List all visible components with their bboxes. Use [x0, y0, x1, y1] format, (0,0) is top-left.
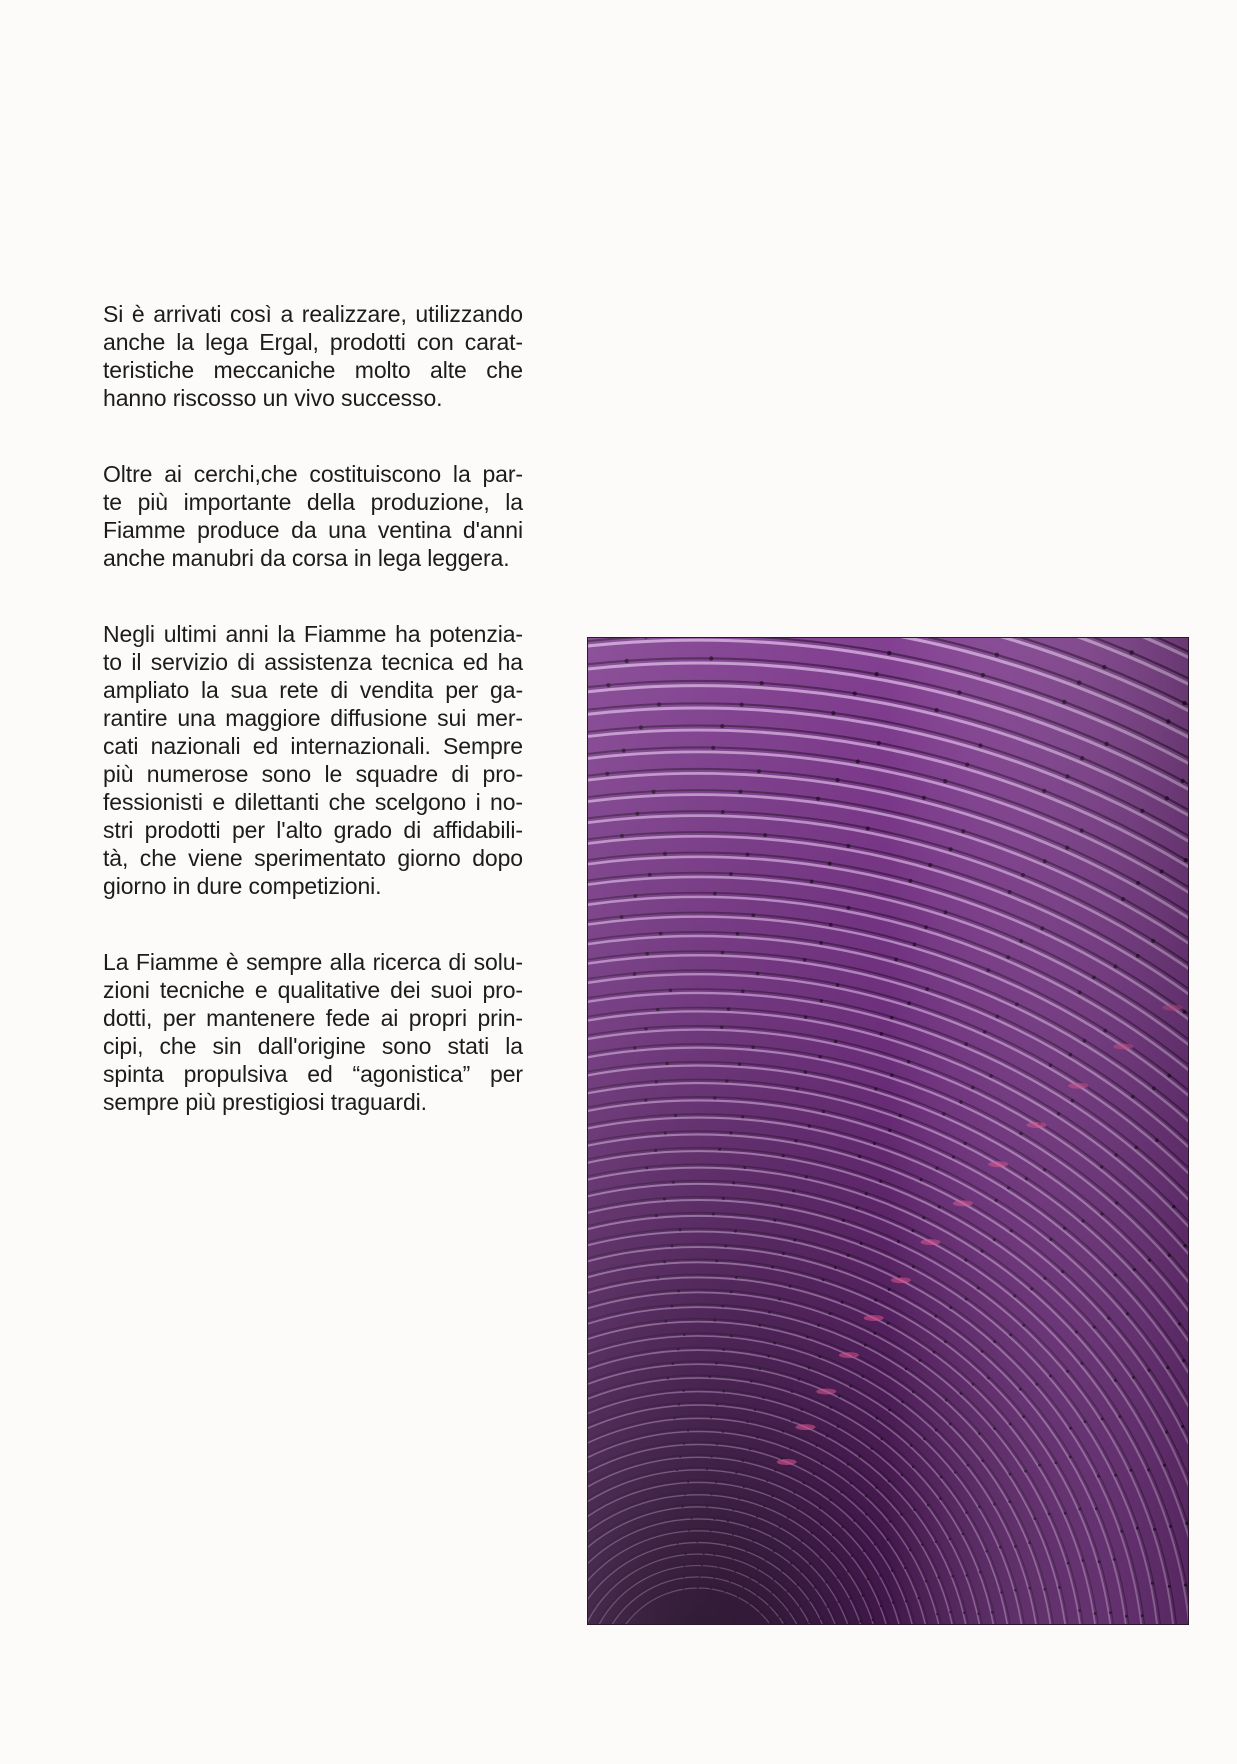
paragraph-4-line: spinta propulsiva ed “agonistica” per — [103, 1061, 523, 1087]
paragraph-1 — [103, 300, 523, 412]
paragraph-3-line: fessionisti e dilettanti che scelgono i no- — [103, 789, 523, 815]
paragraph-3-line: to il servizio di assistenza tecnica ed ha — [103, 649, 523, 675]
paragraph-4-line: dotti, per mantenere fede ai propri prin- — [103, 1005, 523, 1031]
paragraph-3-line: più numerose sono le squadre di pro- — [103, 761, 523, 787]
paragraph-2-line: Fiamme produce da una ventina d'anni — [103, 517, 523, 543]
paragraph-2-line: te più importante della produzione, la — [103, 489, 523, 515]
paragraph-3-line: cati nazionali ed internazionali. Sempre — [103, 733, 523, 759]
paragraph-1-line: Si è arrivati così a realizzare, utilizzando — [103, 301, 523, 327]
paragraph-4-line: zioni tecniche e qualitative dei suoi pro- — [103, 977, 523, 1003]
paragraph-4-line: La Fiamme è sempre alla ricerca di solu- — [103, 949, 523, 975]
paragraph-1-line: anche la lega Ergal, prodotti con carat- — [103, 329, 523, 355]
photo-shading — [588, 638, 1188, 1624]
paragraph-3 — [103, 620, 523, 900]
paragraph-1-line: hanno riscosso un vivo successo. — [103, 385, 443, 411]
paragraph-4-line: sempre più prestigiosi traguardi. — [103, 1089, 427, 1115]
paragraph-3-line: giorno in dure competizioni. — [103, 873, 382, 899]
paragraph-3-line: Negli ultimi anni la Fiamme ha potenzia- — [103, 621, 523, 647]
stacked-rims-photo — [587, 637, 1189, 1625]
rims-illustration — [588, 638, 1188, 1624]
paragraph-2-line: anche manubri da corsa in lega leggera. — [103, 545, 510, 571]
paragraph-2-line: Oltre ai cerchi,che costituiscono la par- — [103, 461, 523, 487]
paragraph-3-line: rantire una maggiore diffusione sui mer- — [103, 705, 523, 731]
paragraph-4-line: cipi, che sin dall'origine sono stati la — [103, 1033, 523, 1059]
paragraph-3-line: ampliato la sua rete di vendita per ga- — [103, 677, 523, 703]
paragraph-1-line: teristiche meccaniche molto alte che — [103, 357, 523, 383]
paragraph-4 — [103, 948, 523, 1116]
paragraph-3-line: tà, che viene sperimentato giorno dopo — [103, 845, 523, 871]
paragraph-2 — [103, 460, 523, 572]
body-text-column — [103, 300, 523, 1164]
paragraph-3-line: stri prodotti per l'alto grado di affidabili- — [103, 817, 523, 843]
